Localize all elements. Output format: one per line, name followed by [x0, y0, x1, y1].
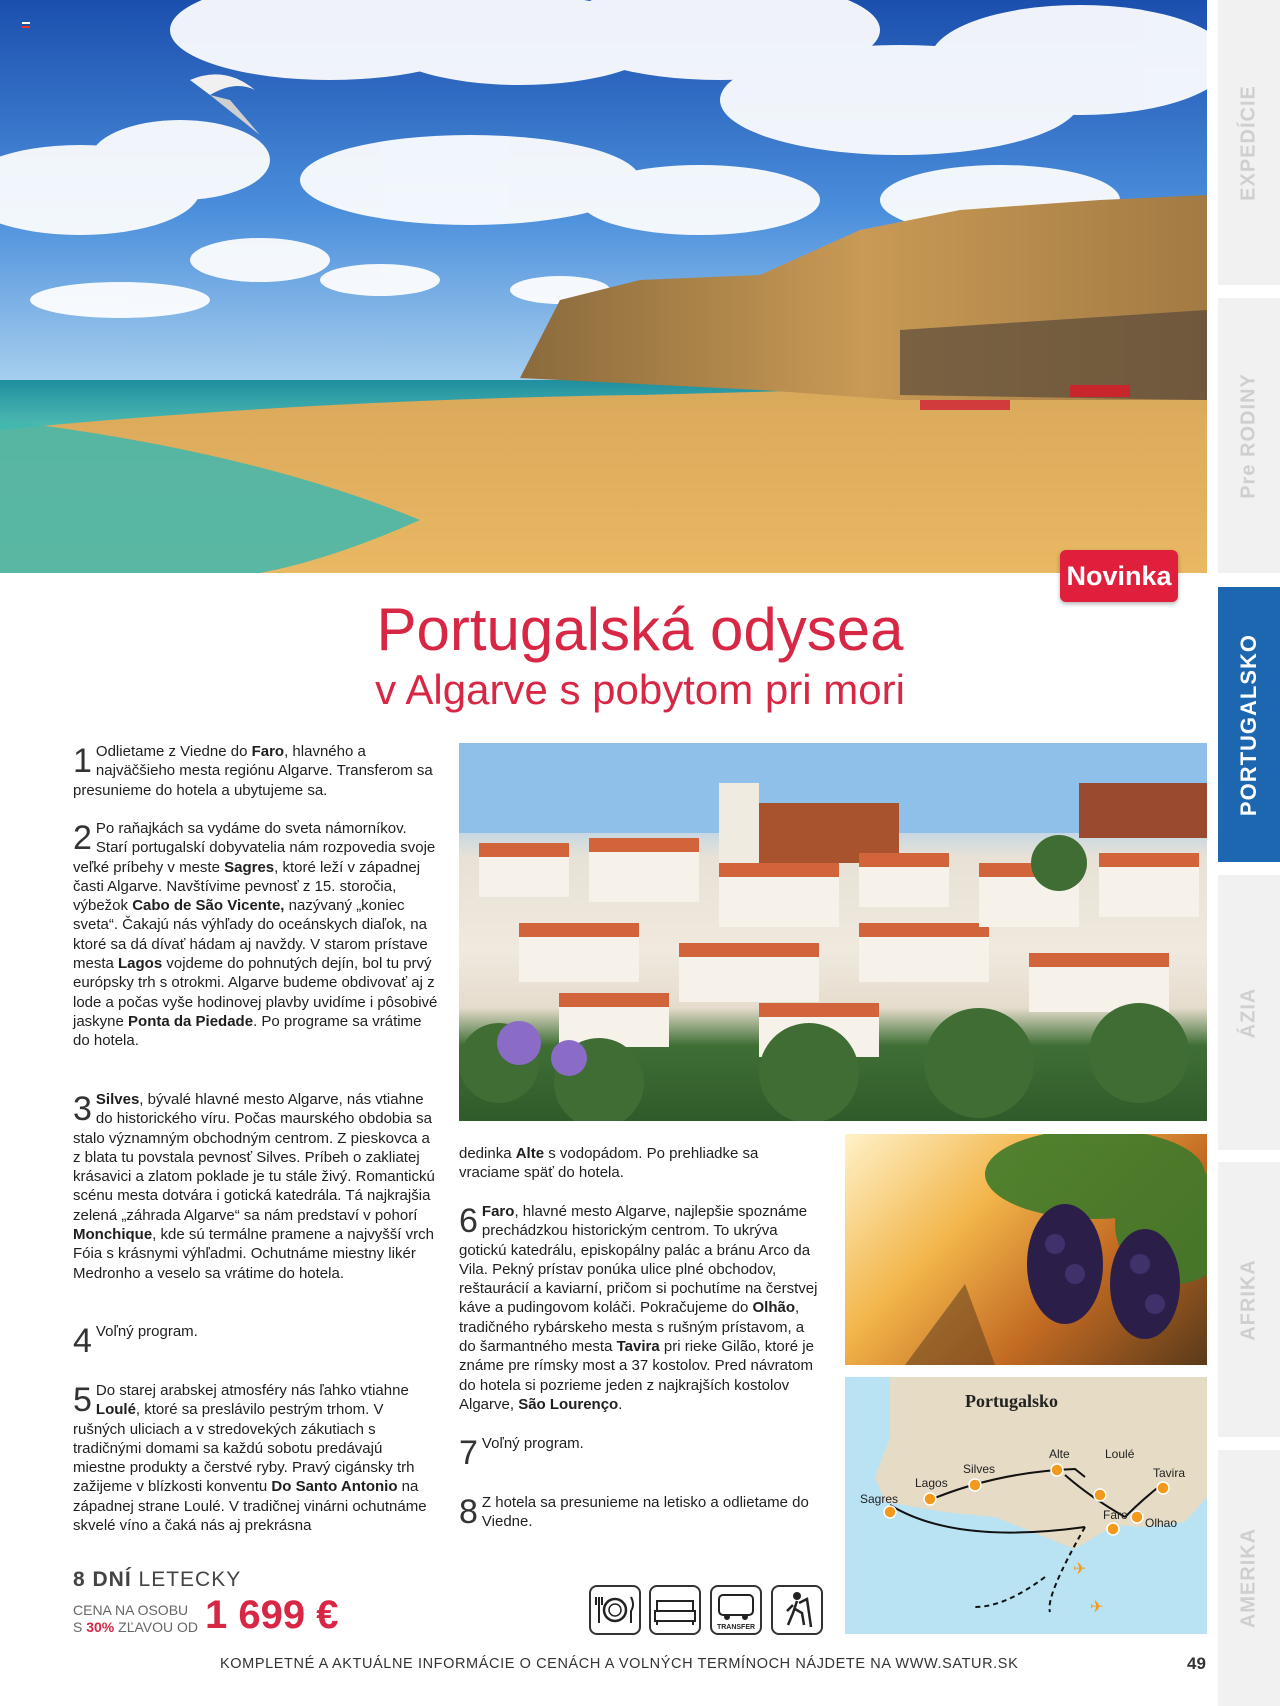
map-label-tavira: Tavira	[1153, 1466, 1186, 1480]
svg-text:✈: ✈	[1090, 1599, 1104, 1616]
flag-icon	[22, 22, 30, 28]
map-label-silves: Silves	[963, 1462, 996, 1476]
page-title: Portugalská odysea	[376, 596, 904, 663]
map-label-olhao: Olhao	[1145, 1516, 1178, 1530]
tab-portugalsko[interactable]: PORTUGALSKO	[1218, 587, 1280, 862]
day-7: 7 Voľný program.	[459, 1434, 584, 1472]
day-3: 3 Silves, bývalé hlavné mesto Algarve, nás vtiahne do historického víru. Počas maurského obdobia sa stalo významným obchodným centrom. Z pieskovca a z blata tu povstala pevnosť Silves. Príbeh o zakliatej krásavici a zlatom poklade je tu stále živý. Romantickú scénu mesta dotvára i gotická katedrála. Tá najkrajšia zelená „záhrada Algarve“ sa nám predstaví v pohorí Monchique, kde sú termálne pramene a najvyšší vrch Fóia s krásnymi výhľadmi. Ochutnáme miestny likér Medronho a veselo sa vrátime do hotela.	[73, 1090, 435, 1282]
tab-azia[interactable]: ÁZIA	[1218, 875, 1280, 1150]
bus-icon	[710, 1585, 762, 1635]
tab-pre-rodiny[interactable]: Pre RODINY	[1218, 298, 1280, 573]
silves-town-photo	[459, 743, 1207, 1121]
hero-beach-photo	[0, 0, 1207, 573]
map-label-lagos: Lagos	[915, 1476, 948, 1490]
map-label-sagres: Sagres	[860, 1492, 899, 1506]
tab-afrika[interactable]: AFRIKA	[1218, 1162, 1280, 1437]
day-8: 8 Z hotela sa presunieme na letisko a odlietame do Viedne.	[459, 1493, 809, 1531]
day-5: 5 Do starej arabskej atmosféry nás ľahko vtiahne Loulé, ktoré sa preslávilo pestrým trhom. V rušných uliciach a v stredovekých zákutiach s tradičnými domami sa každú sobotu predávajú miestne produkty a čerstvé ryby. Pravý cigánsky trh zažijeme v blízkosti konventu Do Santo Antonio na západnej strane Loulé. V tradičnej vinárni ochutnáme skvelé víno a čaká nás aj prekrásna	[73, 1381, 427, 1535]
page-subtitle: v Algarve s pobytom pri mori	[375, 666, 905, 713]
plate-cutlery-icon	[589, 1585, 641, 1635]
trip-duration: 8 DNÍ LETECKY	[73, 1568, 242, 1591]
day-2: 2 Po raňajkách sa vydáme do sveta námorníkov. Starí portugalskí dobyvatelia nám rozpovedia svoje veľké príbehy v meste Sagres, ktoré leží v západnej časti Algarve. Navštívime pevnosť z 15. storočia, výbežok Cabo de São Vicente, nazývaný „koniec sveta“. Čakajú nás výhľady do oceánskych diaľok, na ktoré sa dá dívať hádam aj navždy. V starom prístave mesta Lagos vojdeme do pohnutých dejín, bol tu prvý európsky trh s otrokmi. Algarve budeme obdivovať aj z lode a počas vyše hodinovej plavby uvidíme i pôsobivé jaskyne Ponta da Piedade. Po programe sa vrátime do hotela.	[73, 819, 438, 1050]
day-1: 1 Odlietame z Viedne do Faro, hlavného a najväčšieho mesta regiónu Algarve. Transferom sa presunieme do hotela a ubytujeme sa.	[73, 742, 433, 799]
svg-text:✈: ✈	[1073, 1561, 1087, 1578]
map-title: Portugalsko	[965, 1391, 1059, 1411]
info-note: KOMPLETNÉ A AKTUÁLNE INFORMÁCIE O CENÁCH A VOLNÝCH TERMÍNOCH NÁJDETE NA WWW.SATUR.SK	[220, 1656, 1019, 1672]
price-label: CENA NA OSOBU S 30% ZĽAVOU OD	[73, 1602, 199, 1635]
tab-amerika[interactable]: AMERIKA	[1218, 1450, 1280, 1706]
map-label-loule: Loulé	[1105, 1447, 1135, 1461]
page-number: 49	[1187, 1654, 1206, 1673]
day-6: 6 Faro, hlavné mesto Algarve, najlepšie spoznáme prechádzkou historickým centrom. To ukrýva gotickú katedrálu, episkopálny palác a bránu Arco da Vila. Pekný prístav ponúka ulice plné obchodov, reštaurácií a kaviarní, pričom si pochutíme na čerstvej káve a pudingovom koláči. Pokračujeme do Olhão, tradičného rybárskeho mesta s rušným prístavom, a do šarmantného mesta Tavira pri rieke Gilão, ktoré je známe pre rímsky most a 37 kostolov. Pred návratom do hotela si pozrieme jeden z najkrajších kostolov Algarve, São Lourenço.	[459, 1202, 818, 1413]
map-label-alte: Alte	[1049, 1447, 1070, 1461]
day-4: 4 Voľný program.	[73, 1322, 198, 1360]
vineyard-grapes-photo	[845, 1134, 1207, 1365]
new-badge: Novinka	[1060, 550, 1178, 602]
map-label-faro: Faro	[1103, 1508, 1128, 1522]
price-value: 1 699 €	[205, 1593, 339, 1637]
day-5-continued: dedinka Alte s vodopádom. Po prehliadke sa vraciame späť do hotela.	[459, 1145, 759, 1182]
route-map	[845, 1377, 1207, 1634]
hiker-icon	[771, 1585, 823, 1635]
bed-icon	[649, 1585, 701, 1635]
tab-expedicie[interactable]: EXPEDÍCIE	[1218, 0, 1280, 285]
svg-text:TRANSFER: TRANSFER	[716, 1624, 756, 1631]
